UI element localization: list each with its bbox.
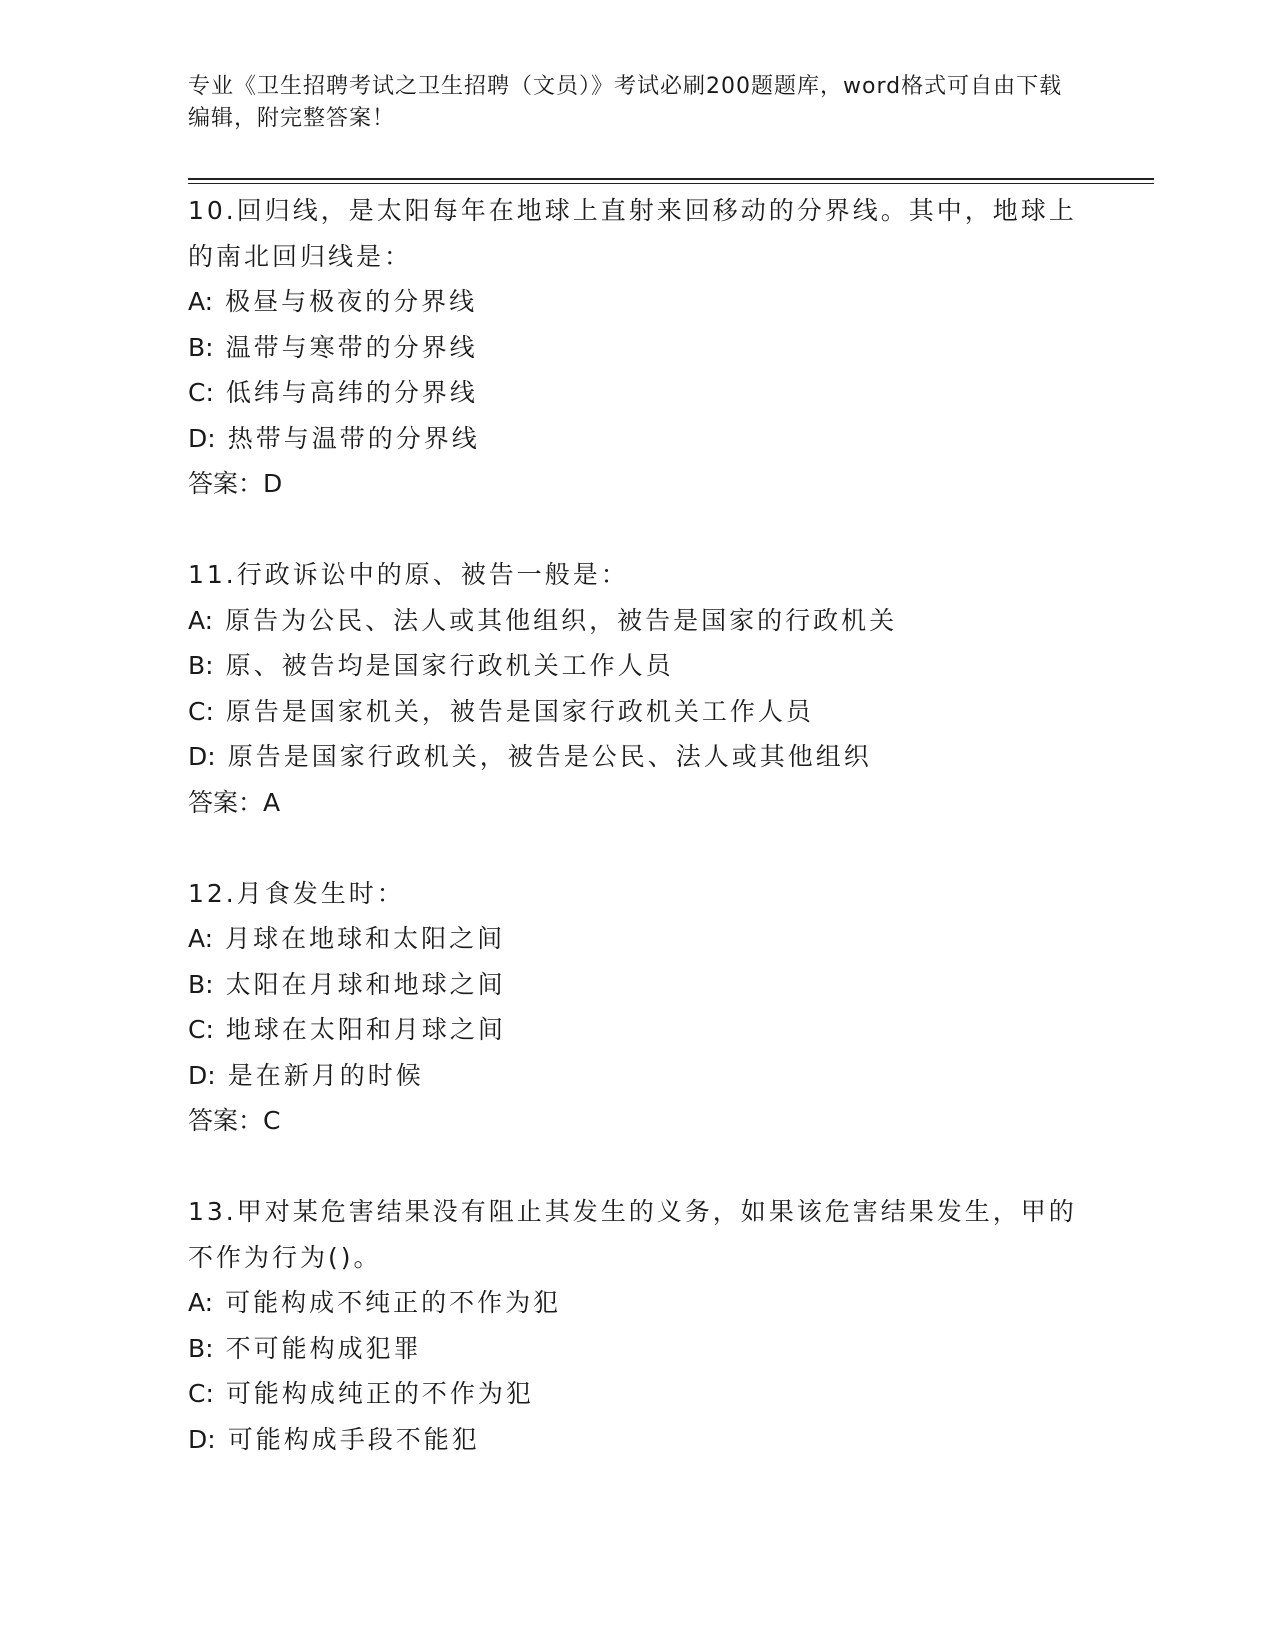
question-stem: 13.甲对某危害结果没有阻止其发生的义务，如果该危害结果发生，甲的不作为行为()。 — [188, 1197, 1077, 1272]
option-text: 原告为公民、法人或其他组织，被告是国家的行政机关 — [225, 605, 898, 635]
answer-line: 答案：A — [188, 787, 281, 817]
option-d — [188, 734, 1088, 780]
question-13 — [188, 1189, 1088, 1462]
header-divider-thick — [188, 178, 1154, 180]
option-letter: A: — [188, 1288, 214, 1317]
option-text: 低纬与高纬的分界线 — [225, 378, 478, 407]
option-letter: B: — [188, 969, 214, 999]
option-c — [188, 1371, 1088, 1417]
question-stem: 11.行政诉讼中的原、被告一般是： — [188, 560, 629, 589]
option-letter: B: — [188, 651, 214, 680]
option-text: 原、被告均是国家行政机关工作人员 — [225, 651, 674, 680]
option-letter: B: — [188, 332, 214, 362]
option-b — [188, 325, 1088, 371]
option-letter: A: — [188, 924, 214, 953]
option-c — [188, 1007, 1088, 1053]
spacer — [188, 825, 1088, 871]
option-letter: C: — [188, 1379, 214, 1408]
question-12 — [188, 871, 1088, 1144]
option-letter: B: — [188, 1333, 214, 1363]
option-text: 可能构成手段不能犯 — [227, 1424, 480, 1454]
option-text: 极昼与极夜的分界线 — [225, 287, 478, 316]
option-letter: A: — [188, 605, 214, 635]
option-a — [188, 916, 1088, 962]
option-letter: C: — [188, 378, 214, 407]
spacer — [188, 507, 1088, 553]
document-header: 专业《卫生招聘考试之卫生招聘（文员）》考试必刷200题题库，word格式可自由下载编辑，附完整答案！ — [188, 74, 1063, 131]
option-text: 地球在太阳和月球之间 — [225, 1015, 506, 1044]
spacer — [188, 1144, 1088, 1190]
option-letter: A: — [188, 287, 214, 316]
option-d — [188, 1417, 1088, 1463]
option-text: 原告是国家行政机关，被告是公民、法人或其他组织 — [227, 742, 872, 771]
question-10 — [188, 188, 1088, 507]
option-d — [188, 416, 1088, 462]
option-text: 可能构成不纯正的不作为犯 — [225, 1288, 562, 1317]
question-11 — [188, 552, 1088, 825]
option-c — [188, 689, 1088, 735]
option-letter: D: — [188, 1060, 216, 1090]
option-letter: D: — [188, 1424, 216, 1454]
option-text: 热带与温带的分界线 — [227, 423, 480, 453]
option-text: 温带与寒带的分界线 — [225, 332, 478, 362]
option-text: 不可能构成犯罪 — [225, 1333, 422, 1363]
question-stem: 12.月食发生时： — [188, 878, 405, 908]
answer-line: 答案：C — [188, 1106, 281, 1135]
option-text: 太阳在月球和地球之间 — [225, 969, 506, 999]
question-stem: 10.回归线，是太阳每年在地球上直射来回移动的分界线。其中，地球上的南北回归线是： — [188, 196, 1077, 271]
option-c — [188, 370, 1088, 416]
option-d — [188, 1053, 1088, 1099]
option-b — [188, 962, 1088, 1008]
option-letter: C: — [188, 696, 214, 726]
option-letter: C: — [188, 1015, 214, 1044]
option-letter: D: — [188, 742, 216, 771]
option-text: 可能构成纯正的不作为犯 — [225, 1379, 534, 1408]
option-text: 原告是国家机关，被告是国家行政机关工作人员 — [225, 696, 814, 726]
option-a — [188, 598, 1088, 644]
question-list — [188, 188, 1088, 1462]
option-letter: D: — [188, 423, 216, 453]
option-text: 是在新月的时候 — [227, 1060, 424, 1090]
option-b — [188, 643, 1088, 689]
answer-line: 答案：D — [188, 469, 283, 498]
option-b — [188, 1326, 1088, 1372]
header-divider-thin — [188, 183, 1154, 184]
option-a — [188, 279, 1088, 325]
option-a — [188, 1280, 1088, 1326]
option-text: 月球在地球和太阳之间 — [225, 924, 506, 953]
